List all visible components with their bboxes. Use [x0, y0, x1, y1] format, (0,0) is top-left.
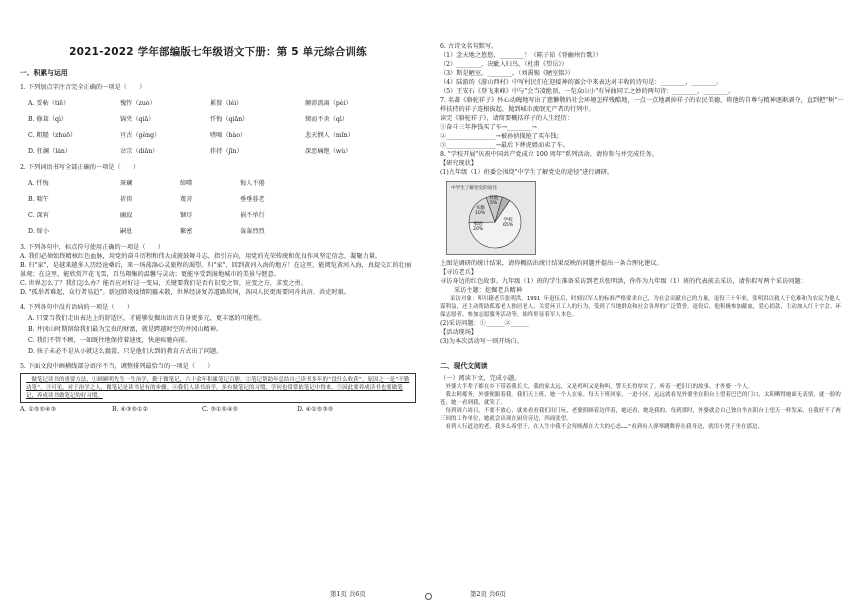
pie-label-family-pct: 20%: [473, 227, 484, 232]
q2-d-1: D. 缔小: [28, 228, 50, 235]
q8-research-head: 【研究现状】: [440, 160, 478, 167]
q2-stem: 2. 下列词语书写全部正确的一项是（ ）: [20, 164, 140, 171]
q3-option-a[interactable]: A. 我们必须始终精核红色血脉，用党的奋斗历程和伟大成就鼓舞斗志，指引方向，用党的光荣传统和优良作风坚定信念，凝聚力量。: [20, 253, 382, 260]
q1-option-d[interactable]: [28, 147, 416, 156]
q5-passage-text: 做笔记读书的重要方法，①顾顾明先生一生治学，勤于做笔记，六十余年积累笔记百册。②笔记帮助年总结自己读书多年的"没什么收获"，原因之一是"不勤动笔"。③可见，对于治学之人，做笔记是读书是有的步骤。④我们人读书治学，多有做笔记的习惯。学问也常常依笔记中得来。⑤因此要养成读书也要做笔记，养成读书做笔记的好习惯。: [26, 377, 410, 399]
pie-label-books-name: 书籍: [475, 206, 485, 211]
reading-stem: （一）阅读下文，完成小题。: [440, 375, 521, 382]
q2-b-2: 祈祷: [120, 196, 133, 203]
q2-option-c[interactable]: [28, 211, 416, 220]
pie-label-other-name: 其他: [489, 196, 499, 201]
pie-svg: [447, 182, 535, 254]
section-heading-1: 一、积累与运用: [20, 69, 68, 77]
q1-c-2: 亘古（gèng）: [120, 132, 161, 139]
footer-page-left: 第1页 共6页: [330, 590, 366, 598]
q6-line-1: （1）念天地之悠悠，________！（陈子昂《登幽州台歌》）: [440, 52, 602, 59]
q2-a-4: 悔人不倦: [240, 180, 265, 187]
pie-label-books: [475, 206, 485, 216]
q8-seek-head: 【寻访老兵】: [440, 269, 478, 276]
q1-option-b[interactable]: [28, 115, 416, 124]
q2-a-2: 斑斓: [120, 180, 133, 187]
q8-interview-text: 采访对象：叩川籍老兵张明洪，1991 年退伍后，时刻以军人的标准严格要求自己，为社会贡献自己的力量。退役三十年来，张明洪以救人于危难和为农民为他人谋利益，还主动帮助孤寡老人独居老人、关爱环卫工人的行为，受到了当地群众和社会各界的广泛赞誉。退役后，他积极参加献血，爱心捐款，主动加入红十字会、环保志愿者、参加志愿服务活动等，始终彰显着军人本色。: [440, 296, 841, 318]
pie-label-other-pct: 5%: [489, 201, 498, 206]
reading-para-3: 每到周六周日，不要不放心，就来看看我们出门玩，老婆照顾着边伴着，她还看，她是我的，每到那时，外婆就会自己独自坐在阳台上望天一样发呆，在我好不了两三回的工作单位，她就会出现在厨房旁边，四面张望。: [440, 408, 841, 422]
pie-label-family: [473, 222, 483, 232]
q1-b-4: 锲而不舍（qì）: [305, 116, 349, 123]
q5-option-b[interactable]: B. ④③⑤①②: [112, 406, 149, 413]
pie-label-other: [489, 196, 498, 206]
q4-option-d[interactable]: D. 孩子未必不是从小就这么蠢蛋，只是他们大到的教育方式出了问题。: [28, 348, 223, 355]
q1-a-1: A. 妥帖（tiē）: [28, 100, 70, 107]
q2-b-4: 垂垂暮老: [240, 196, 265, 203]
q5-option-a[interactable]: A. ①⑤⑤④③: [20, 406, 57, 413]
q5-answers: [20, 405, 416, 414]
q1-d-1: D. 狂澜（lán）: [28, 148, 72, 155]
q1-stem: 1. 下列加点字注音完全正确的一项是（ ）: [20, 84, 146, 91]
q7-stem: 7. 名著《骆驼祥子》怀心动魄地写出了慈懒敬的社会环境怎样残酷地，一点一点地剥掉祥子的农民美德，将他的自尊与精神逐渐剥夺，直到把"树"一样扶持的祥子连根拔起，抛到城市流氓无产者的行列中。: [440, 97, 844, 113]
q2-c-4: 祸不单行: [240, 212, 265, 219]
q2-option-a[interactable]: [28, 179, 416, 188]
q3-option-b[interactable]: B. 归"家"，是越来越多人历经沧桑后，来一场荡涤心灵旅程的渴望。归"家"，回到黄河入海的地方！在这里，能阅览黄河入海，真提交汇的壮丽景观；在这里，能欣赏芦花飞雪，百鸟翔集的温馨与灵动；更能享受到湿地城市的美景与惬意。: [20, 262, 412, 278]
q2-b-1: B. 喘午: [28, 196, 49, 203]
q2-d-4: 轰轰烈烈: [240, 228, 265, 235]
footer-page-right: 第2页 共6页: [470, 590, 506, 598]
page-divider-dot: [425, 593, 432, 600]
pie-label-school-name: 学校: [503, 218, 513, 223]
q6-line-2: （2）________，决眦入归鸟。（杜甫《望岳》）: [440, 61, 568, 68]
q4-option-c[interactable]: C. 我们不管不顾，一如既往地保持着速度，快速疾驰向前。: [28, 337, 192, 344]
q5-option-d[interactable]: D. ④①⑤③⑤: [297, 406, 334, 413]
q4-option-a[interactable]: A. 只要当我们走出表达上的舒适区，才能够发掘出语言自身更多元、更丰富的可能性。: [28, 315, 266, 322]
survey-pie-chart: [446, 181, 536, 255]
q1-c-4: 悲天悯人（mǐn）: [305, 132, 354, 139]
q1-a-3: 累赘（léi）: [210, 100, 243, 107]
q5-stem: 5. 下面文段中画横线部分语序不当，调整排列最恰当的一项是（ ）: [20, 363, 214, 370]
pie-label-books-pct: 10%: [475, 211, 486, 216]
q4-stem: 4. 下列各句中没有语病的一项是（ ）: [20, 304, 134, 311]
q6-line-3: （3）斯是陋室，________。（刘禹锡《陋室铭》）: [440, 70, 574, 77]
q8-seek-text: 寻访身边的红色故事。九年级（1）班的学生准备采访到老兵张明洪，你作为九年级（1）班的代表前去采访，请你拟写两个采访问题：: [440, 278, 807, 285]
q2-c-3: 锢尽: [180, 212, 193, 219]
q1-d-3: 拤持（jīn）: [210, 148, 243, 155]
q2-a-3: 缔噬: [180, 180, 193, 187]
q8-interview-label: 采访主题：挖掘老兵精神: [454, 287, 523, 294]
q1-option-c[interactable]: [28, 131, 416, 140]
q6-stem: 6. 古诗文名句默写。: [440, 43, 498, 50]
pie-title: 中学生了解党史的途径: [451, 186, 497, 191]
q2-option-b[interactable]: [28, 195, 416, 204]
q1-a-4: 颠沛流离（pèi）: [305, 100, 352, 107]
pie-label-school: [503, 218, 513, 228]
q2-option-d[interactable]: [28, 227, 416, 236]
q4-option-b[interactable]: B. 井冈山时期留给我们最为宝贵的财富，就是跨越时空的井冈山精神。: [28, 326, 223, 333]
q7-flow-1: ①奋斗三年挣钱买了车→________→: [440, 124, 537, 131]
q5-option-c[interactable]: C. ③①⑤④⑤: [202, 406, 239, 413]
q1-c-3: 嗜喝（hào）: [210, 132, 247, 139]
q7-sub: 读完《骆驼祥子》，请简要概括祥子的人生经历：: [440, 115, 574, 122]
q1-d-2: 岔宗（diān）: [120, 148, 159, 155]
q3-option-d[interactable]: D. "孤举者难起，众行者易趋"。新冠肺炎疫情阴霾未散，世界经济复苏道路坎坷，各国人民更需要同舟共济、共克时艰。: [20, 289, 350, 296]
q6-line-4: （4）陆游的《游山西村》中写村民们在迎接神的赛会中来表达对丰收的诗句是：________，________。: [440, 79, 723, 86]
q7-flow-2: ②________________→被孙侦探抢了买车钱；: [440, 133, 563, 140]
q5-passage-box: [20, 373, 416, 403]
pie-label-school-pct: 65%: [503, 223, 514, 228]
q1-b-2: 锦夹（qiā）: [120, 116, 155, 123]
q1-a-2: 愧怍（zuò）: [120, 100, 156, 107]
q2-a-1: A. 忏悔: [28, 180, 49, 187]
q8-research-question: (1)九年级（1）班委会围绕"中学生了解党史的途径"进行调研。: [440, 169, 614, 176]
q2-c-1: C. 深宵: [28, 212, 49, 219]
q8-stem: 8. "学校开展"庆祝中国共产党成立 100 周年"系列活动，请你参与并完成任务。: [440, 151, 658, 158]
q2-b-3: 蔑菩: [180, 196, 193, 203]
q2-c-2: 幽寂: [120, 212, 133, 219]
q1-d-4: 深恶痛绝（wù）: [305, 148, 352, 155]
q8-question-2: (2)采访问题：①______②______: [440, 320, 530, 327]
q7-flow-3: ③________________→最后下葬虎姐而卖了车。: [440, 142, 569, 149]
q6-line-5: （5）王安石《登飞来峰》中与"会当凌绝顶，一览众山小"有异曲同工之妙的两句诗：________，________。: [440, 88, 735, 95]
q8-chart-question: 上图是调研的统计结果，请你概括出统计结果反映的问题并提出一条合理化建议。: [440, 260, 663, 267]
section-heading-2: 二、现代文阅读: [440, 362, 488, 370]
q1-c-1: C. 粗糙（zhuō）: [28, 132, 77, 139]
reading-para-1: 外婆大半辈子都在乡下带着我长大，我的家太远，又是鸡叫又是狗叫，警天长得厚实了。听着一把旧日的故事，才外婆一个人。: [440, 384, 753, 390]
q1-option-a[interactable]: [28, 99, 416, 108]
q1-b-1: B. 修葺（qì）: [28, 116, 68, 123]
q3-stem: 3. 下列各句中，标点符号使用正确的一项是（ ）: [20, 244, 164, 251]
reading-para-2: 我去阿都务，外婆便跟着我。我们天上班，她一个人在家。每天下班回家，一进小区，远远就看见外婆坐在阳台上望着巴巴的门口，太阳晒得她面无表情，就一脸的苍，她一看到我，就笑了。: [440, 392, 841, 406]
right-page: [430, 0, 860, 608]
q2-d-3: 繁密: [180, 228, 193, 235]
q3-option-c[interactable]: C. 世界怎么了？我们怎么办？能否应对好这一变局，关键要我们是否有识变之智，应变之方，求变之勇。: [20, 280, 307, 287]
q8-event-head: 【活动现场】: [440, 329, 478, 336]
page-title: 2021-2022 学年部编版七年级语文下册：第 5 单元综合训练: [69, 46, 367, 58]
reading-para-4: 看到人行道边的老，我多么希望于，在人生中我不会每晚都在大大的心态……"看到有人弹琴跳舞停在我身边，就用小凳子坐在那边，: [440, 424, 764, 430]
q1-b-3: 忏悔（qiān）: [210, 116, 249, 123]
q2-d-2: 嗣息: [120, 228, 133, 235]
pie-label-family-name: 家庭: [473, 222, 483, 227]
q8-event-question: (3)为本次活动写一则开场白。: [440, 338, 524, 345]
